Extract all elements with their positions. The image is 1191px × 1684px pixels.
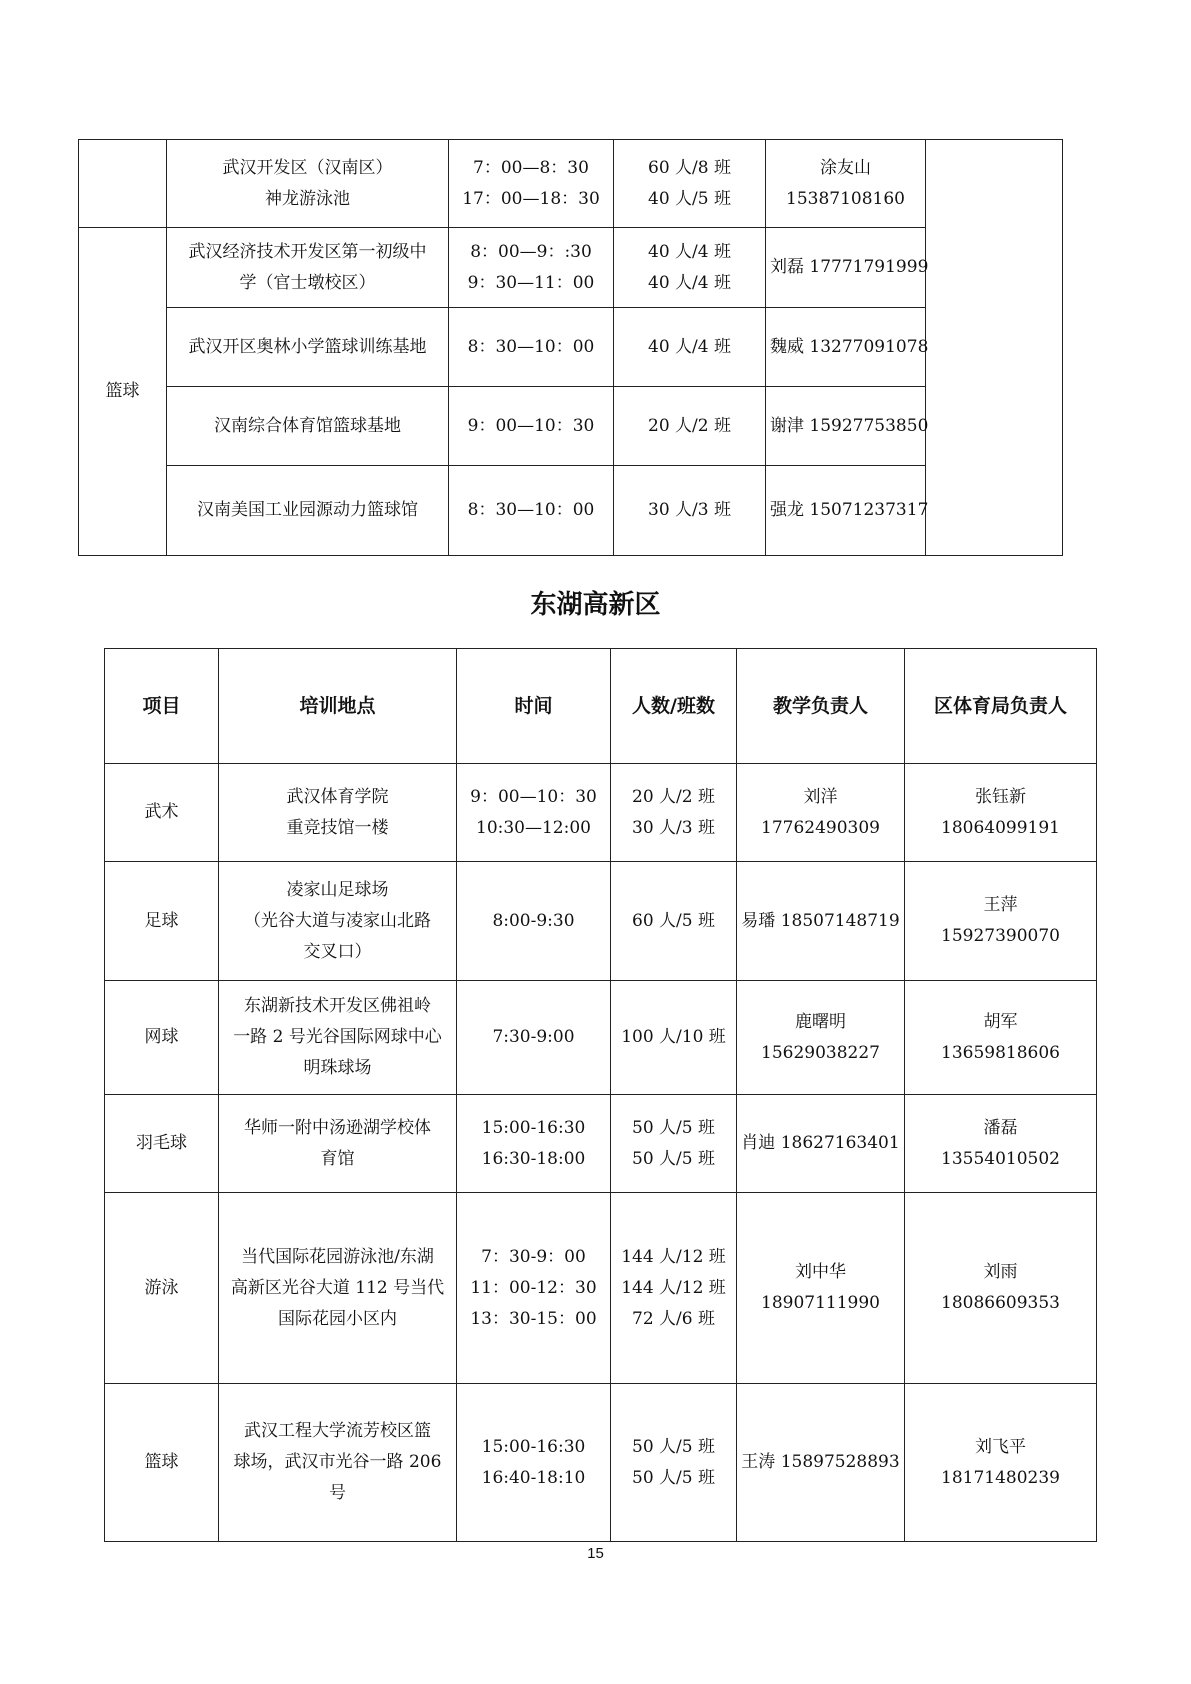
table-row bbox=[79, 466, 1063, 556]
table-row bbox=[79, 387, 1063, 466]
time-cell: 8：30—10：00 bbox=[449, 308, 614, 387]
time-cell: 7:30-9:00 bbox=[457, 981, 611, 1095]
teacher-cell: 易璠 18507148719 bbox=[737, 862, 905, 981]
bureau-cell bbox=[926, 140, 1063, 556]
bureau-cell: 潘磊 13554010502 bbox=[905, 1095, 1097, 1193]
location-cell: 武汉工程大学流芳校区篮 球场，武汉市光谷一路 206 号 bbox=[219, 1384, 457, 1542]
count-cell: 20 人/2 班 bbox=[614, 387, 766, 466]
teacher-cell: 涂友山 15387108160 bbox=[766, 140, 926, 228]
page-number: 15 bbox=[587, 1545, 604, 1562]
bureau-cell: 刘飞平 18171480239 bbox=[905, 1384, 1097, 1542]
header-time: 时间 bbox=[457, 649, 611, 764]
header-bureau: 区体育局负责人 bbox=[905, 649, 1097, 764]
time-cell: 15:00-16:30 16:40-18:10 bbox=[457, 1384, 611, 1542]
table-row bbox=[105, 764, 1097, 862]
project-cell: 足球 bbox=[105, 862, 219, 981]
count-cell: 40 人/4 班 40 人/4 班 bbox=[614, 228, 766, 308]
table-header-row bbox=[105, 649, 1097, 764]
project-cell: 篮球 bbox=[79, 228, 167, 556]
count-cell: 50 人/5 班 50 人/5 班 bbox=[611, 1384, 737, 1542]
header-project: 项目 bbox=[105, 649, 219, 764]
donghu-table bbox=[104, 648, 1097, 1542]
teacher-cell: 王涛 15897528893 bbox=[737, 1384, 905, 1542]
table-row bbox=[79, 140, 1063, 228]
teacher-cell: 鹿曙明 15629038227 bbox=[737, 981, 905, 1095]
bureau-cell: 王萍 15927390070 bbox=[905, 862, 1097, 981]
project-cell: 网球 bbox=[105, 981, 219, 1095]
time-cell: 9：00—10：30 10:30—12:00 bbox=[457, 764, 611, 862]
count-cell: 30 人/3 班 bbox=[614, 466, 766, 556]
header-count: 人数/班数 bbox=[611, 649, 737, 764]
section-title: 东湖高新区 bbox=[530, 590, 661, 620]
table-row bbox=[105, 1193, 1097, 1384]
teacher-cell: 强龙 15071237317 bbox=[766, 466, 926, 556]
location-cell: 武汉开发区（汉南区） 神龙游泳池 bbox=[167, 140, 449, 228]
teacher-cell: 刘磊 17771791999 bbox=[766, 228, 926, 308]
time-cell: 9：00—10：30 bbox=[449, 387, 614, 466]
location-cell: 武汉体育学院 重竞技馆一楼 bbox=[219, 764, 457, 862]
location-cell: 汉南综合体育馆篮球基地 bbox=[167, 387, 449, 466]
count-cell: 50 人/5 班 50 人/5 班 bbox=[611, 1095, 737, 1193]
bureau-cell: 刘雨 18086609353 bbox=[905, 1193, 1097, 1384]
teacher-cell: 谢津 15927753850 bbox=[766, 387, 926, 466]
project-cell: 武术 bbox=[105, 764, 219, 862]
teacher-cell: 刘洋 17762490309 bbox=[737, 764, 905, 862]
header-location: 培训地点 bbox=[219, 649, 457, 764]
time-cell: 8:00-9:30 bbox=[457, 862, 611, 981]
location-cell: 汉南美国工业园源动力篮球馆 bbox=[167, 466, 449, 556]
table-row bbox=[105, 981, 1097, 1095]
hannan-table bbox=[78, 139, 1063, 556]
count-cell: 144 人/12 班 144 人/12 班 72 人/6 班 bbox=[611, 1193, 737, 1384]
location-cell: 华师一附中汤逊湖学校体 育馆 bbox=[219, 1095, 457, 1193]
location-cell: 凌家山足球场 （光谷大道与凌家山北路 交叉口） bbox=[219, 862, 457, 981]
project-cell bbox=[79, 140, 167, 228]
project-cell: 篮球 bbox=[105, 1384, 219, 1542]
bureau-cell: 胡军 13659818606 bbox=[905, 981, 1097, 1095]
count-cell: 40 人/4 班 bbox=[614, 308, 766, 387]
count-cell: 60 人/8 班 40 人/5 班 bbox=[614, 140, 766, 228]
project-cell: 游泳 bbox=[105, 1193, 219, 1384]
table-row bbox=[79, 228, 1063, 308]
location-cell: 当代国际花园游泳池/东湖 高新区光谷大道 112 号当代 国际花园小区内 bbox=[219, 1193, 457, 1384]
table-row bbox=[105, 862, 1097, 981]
time-cell: 15:00-16:30 16:30-18:00 bbox=[457, 1095, 611, 1193]
teacher-cell: 刘中华 18907111990 bbox=[737, 1193, 905, 1384]
location-cell: 东湖新技术开发区佛祖岭 一路 2 号光谷国际网球中心 明珠球场 bbox=[219, 981, 457, 1095]
count-cell: 20 人/2 班 30 人/3 班 bbox=[611, 764, 737, 862]
table-row bbox=[79, 308, 1063, 387]
time-cell: 7：00—8：30 17：00—18：30 bbox=[449, 140, 614, 228]
bureau-cell: 张钰新 18064099191 bbox=[905, 764, 1097, 862]
teacher-cell: 肖迪 18627163401 bbox=[737, 1095, 905, 1193]
time-cell: 8：00—9：:30 9：30—11：00 bbox=[449, 228, 614, 308]
teacher-cell: 魏威 13277091078 bbox=[766, 308, 926, 387]
time-cell: 7：30-9：00 11：00-12：30 13：30-15：00 bbox=[457, 1193, 611, 1384]
table-row bbox=[105, 1095, 1097, 1193]
location-cell: 武汉经济技术开发区第一初级中 学（官士墩校区） bbox=[167, 228, 449, 308]
project-cell: 羽毛球 bbox=[105, 1095, 219, 1193]
header-teacher: 教学负责人 bbox=[737, 649, 905, 764]
location-cell: 武汉开区奥林小学篮球训练基地 bbox=[167, 308, 449, 387]
count-cell: 60 人/5 班 bbox=[611, 862, 737, 981]
count-cell: 100 人/10 班 bbox=[611, 981, 737, 1095]
time-cell: 8：30—10：00 bbox=[449, 466, 614, 556]
table-row bbox=[105, 1384, 1097, 1542]
